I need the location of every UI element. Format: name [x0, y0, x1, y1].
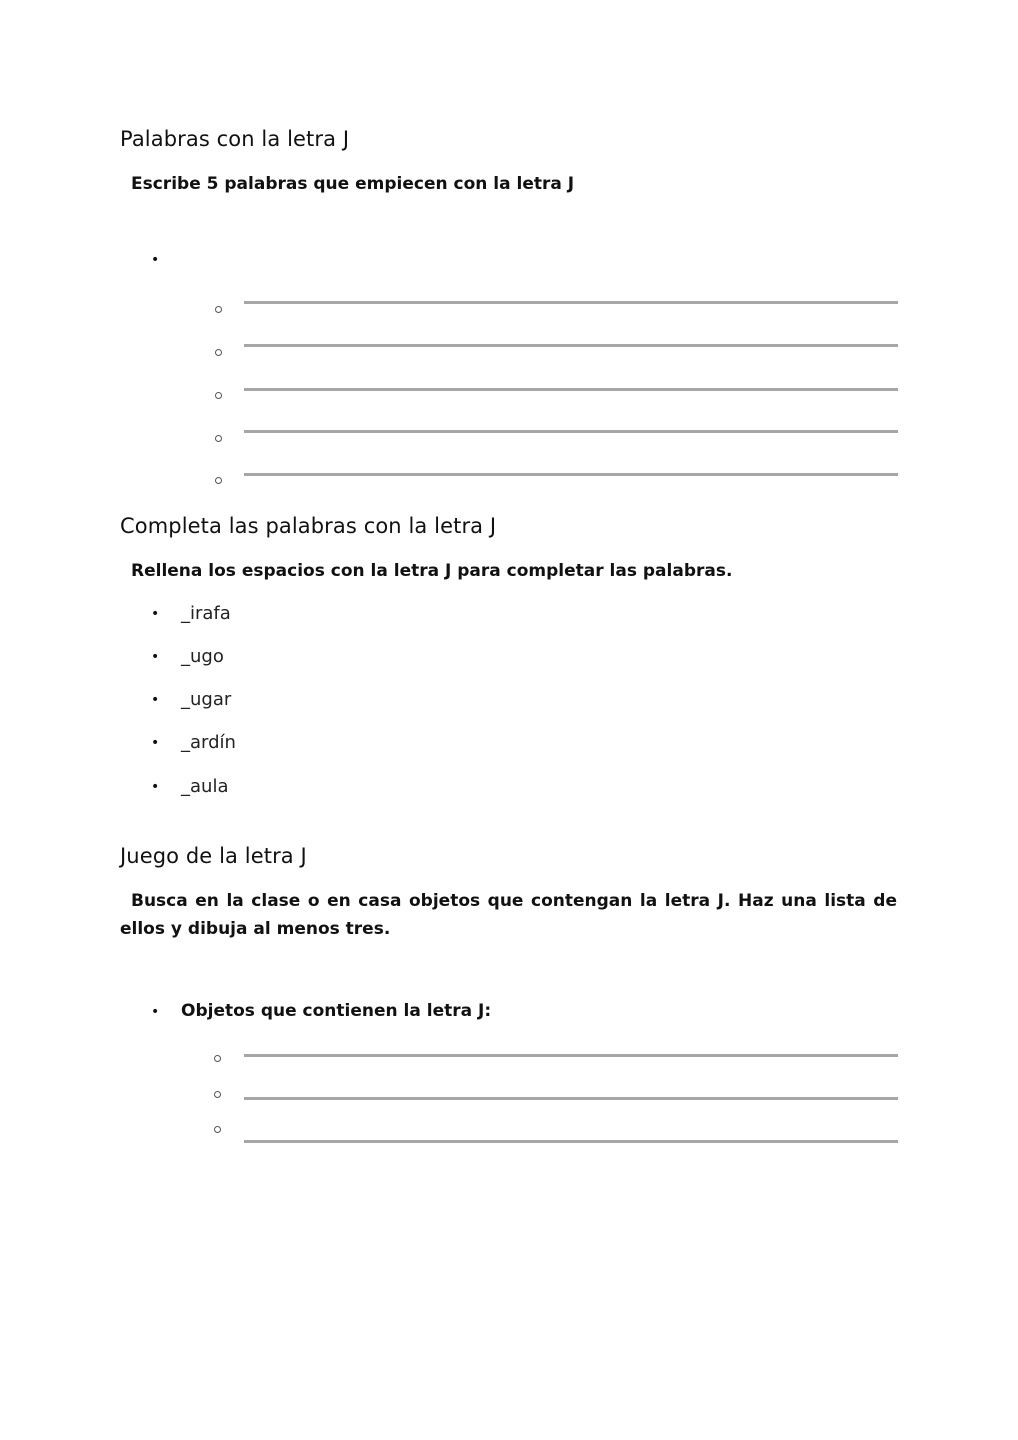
circle-bullet-icon — [214, 1126, 221, 1133]
answer-line[interactable] — [244, 473, 898, 476]
section-title-palabras: Palabras con la letra J — [120, 127, 350, 151]
circle-bullet-icon — [214, 1055, 221, 1062]
word-item: _irafa — [181, 603, 231, 624]
section-instruction-juego: Busca en la clase o en casa objetos que contengan la letra J. Haz una lista de ellos y dibuja al menos tres. — [120, 891, 897, 939]
section-instruction-completa: Rellena los espacios con la letra J para completar las palabras. — [131, 561, 733, 581]
list-label-objetos: Objetos que contienen la letra J: — [181, 1001, 492, 1021]
word-item: _ardín — [181, 732, 236, 753]
answer-line[interactable] — [244, 1140, 898, 1143]
bullet-icon: • — [151, 692, 160, 708]
bullet-icon: • — [151, 779, 160, 795]
circle-bullet-icon — [215, 477, 222, 484]
word-item: _ugar — [181, 689, 232, 710]
bullet-icon: • — [151, 1004, 160, 1020]
section-instruction-palabras: Escribe 5 palabras que empiecen con la letra J — [131, 174, 575, 194]
circle-bullet-icon — [215, 306, 222, 313]
circle-bullet-icon — [215, 392, 222, 399]
word-item: _aula — [181, 776, 229, 797]
word-item: _ugo — [181, 646, 224, 667]
answer-line[interactable] — [244, 301, 898, 304]
circle-bullet-icon — [215, 435, 222, 442]
answer-line[interactable] — [244, 1097, 898, 1100]
answer-line[interactable] — [244, 1054, 898, 1057]
answer-line[interactable] — [244, 388, 898, 391]
section-title-completa: Completa las palabras con la letra J — [120, 514, 497, 538]
answer-line[interactable] — [244, 430, 898, 433]
circle-bullet-icon — [214, 1091, 221, 1098]
answer-line[interactable] — [244, 344, 898, 347]
bullet-icon: • — [151, 735, 160, 751]
bullet-icon: • — [151, 606, 160, 622]
circle-bullet-icon — [215, 349, 222, 356]
bullet-icon: • — [151, 252, 160, 268]
section-title-juego: Juego de la letra J — [120, 844, 307, 868]
bullet-icon: • — [151, 649, 160, 665]
